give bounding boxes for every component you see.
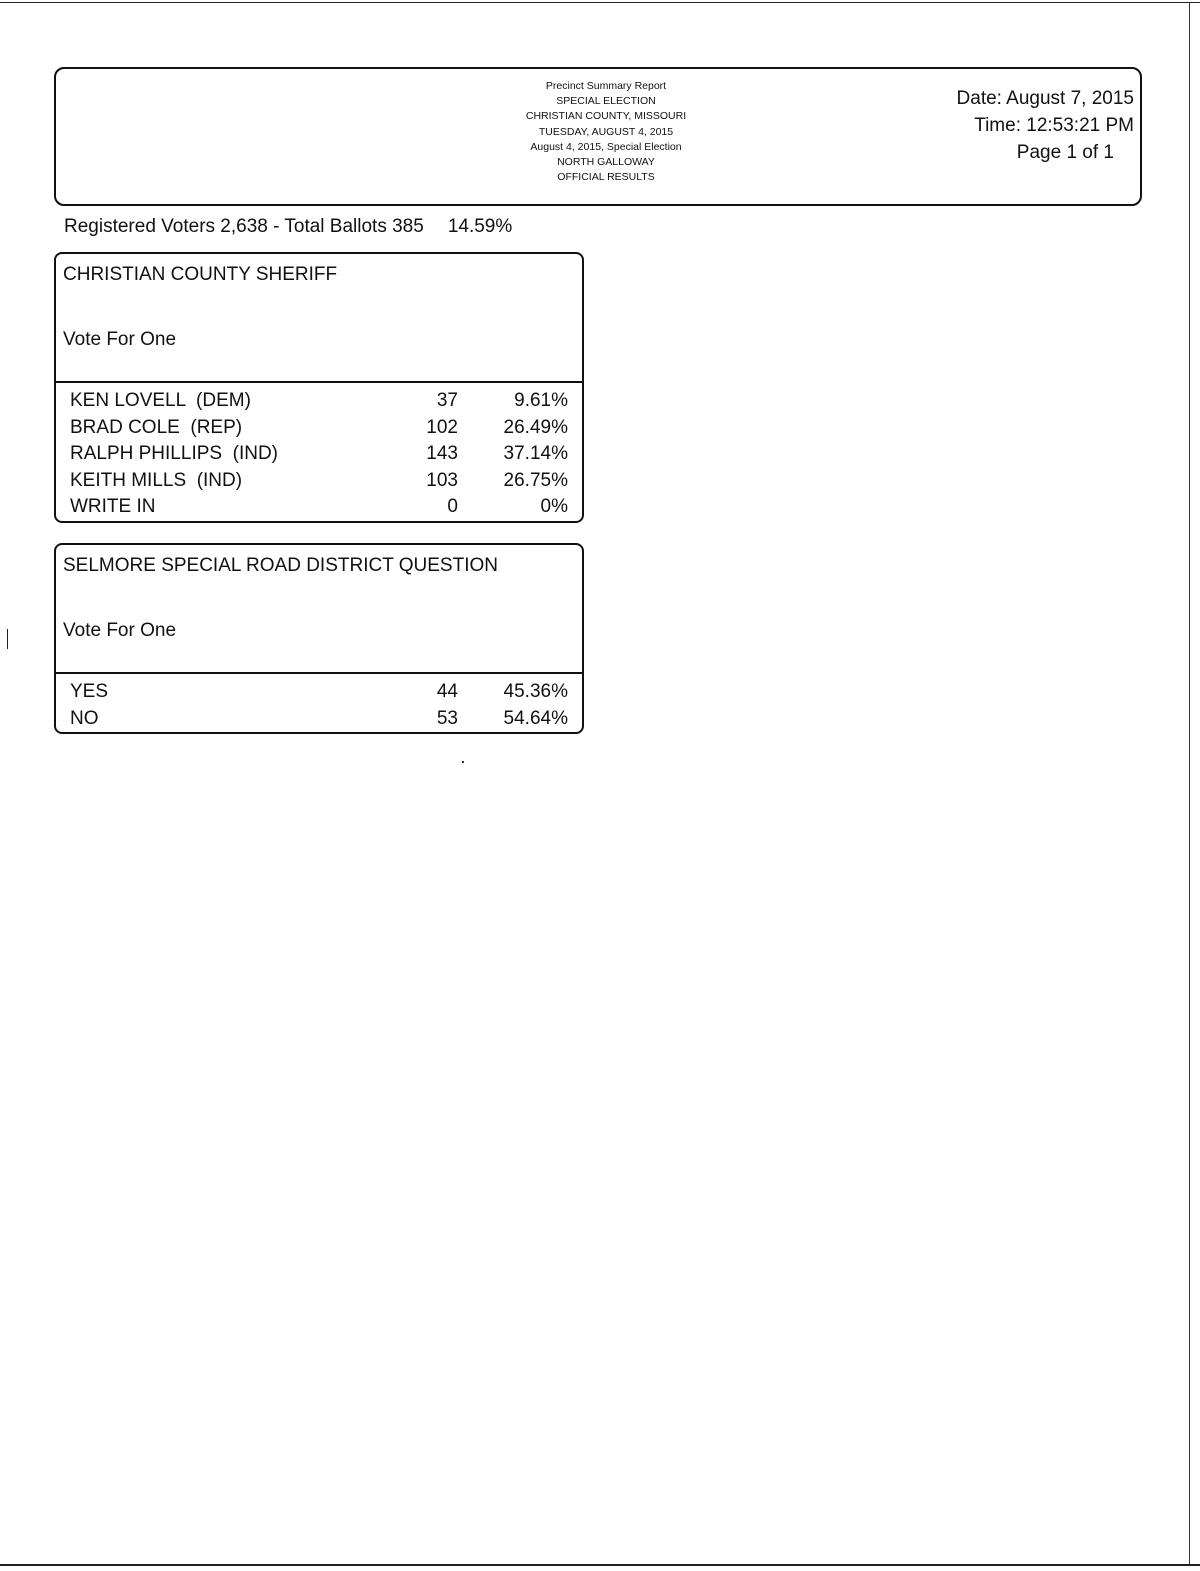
result-row [56,468,582,495]
election-name: August 4, 2015, Special Election [530,140,682,153]
vote-percent: 37.14% [503,443,568,465]
candidate-name: WRITE IN [70,496,156,518]
vote-percent: 9.61% [514,390,568,411]
contest-road-district [54,543,584,734]
vote-count: 53 [436,707,458,729]
report-header-center [406,79,806,185]
candidate-name: KEN LOVELL (DEM) [70,390,251,411]
contest-sheriff [54,252,584,523]
page-number: Page 1 of 1 [1016,142,1114,163]
contest-results [56,674,582,732]
turnout-percent: 14.59% [447,216,513,237]
jurisdiction: CHRISTIAN COUNTY, MISSOURI [525,110,687,123]
report-meta [874,85,1134,166]
result-row [56,415,582,442]
report-header [54,67,1142,206]
candidate-name: YES [70,681,109,702]
page-right-rule [1189,2,1190,1565]
candidate-name: KEITH MILLS (IND) [70,469,243,491]
contest-header [56,545,582,674]
result-row [56,494,582,521]
report-time: Time: 12:53:21 PM [974,115,1134,136]
registered-voters-text: Registered Voters 2,638 - Total Ballots 385 [64,216,424,237]
vote-count: 143 [426,443,458,465]
scan-mark [7,629,8,649]
vote-count: 102 [426,416,458,438]
candidate-name: NO [70,707,99,729]
contest-results [56,383,582,521]
result-row [56,388,582,415]
report-date: Date: August 7, 2015 [956,88,1134,109]
report-title: Precinct Summary Report [545,80,667,92]
candidate-name: BRAD COLE (REP) [70,416,243,438]
vote-count: 37 [436,390,458,411]
vote-count: 44 [436,681,458,702]
result-row [56,441,582,468]
vote-count: 103 [426,469,458,491]
contest-header [56,254,582,383]
result-row [56,679,582,706]
scan-dot [462,761,464,763]
page-bottom-rule [0,1564,1200,1566]
vote-percent: 26.75% [503,469,568,491]
contest-title: CHRISTIAN COUNTY SHERIFF [63,264,338,285]
precinct-name: NORTH GALLOWAY [557,156,655,169]
vote-percent: 26.49% [503,416,568,438]
vote-percent: 0% [540,496,568,518]
candidate-name: RALPH PHILLIPS (IND) [70,443,278,465]
vote-percent: 54.64% [503,707,568,729]
page-top-rule [0,2,1200,3]
vote-percent: 45.36% [503,681,568,702]
election-date: TUESDAY, AUGUST 4, 2015 [538,125,674,138]
results-status: OFFICIAL RESULTS [557,171,655,184]
contest-vote-for: Vote For One [63,620,177,641]
result-row [56,706,582,733]
contest-vote-for: Vote For One [63,329,177,350]
election-type: SPECIAL ELECTION [556,95,656,108]
contest-title: SELMORE SPECIAL ROAD DISTRICT QUESTION [63,555,498,576]
vote-count: 0 [447,496,458,518]
turnout-summary [64,216,512,238]
